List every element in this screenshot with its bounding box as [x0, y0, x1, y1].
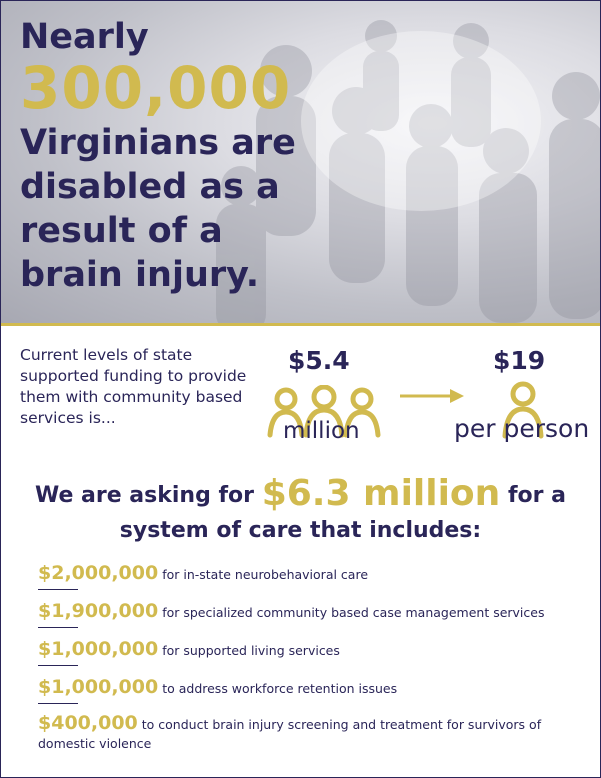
item-divider [38, 665, 78, 666]
per-person-unit: per person [454, 414, 590, 443]
list-item [38, 638, 583, 676]
arrow-right-icon [398, 388, 468, 404]
care-items-list [38, 562, 583, 752]
ask-prefix: We are asking for [34, 483, 255, 508]
list-item [38, 562, 583, 600]
item-amount: $1,900,000 [38, 600, 159, 622]
gold-divider [1, 323, 600, 326]
current-amount: $5.4 [288, 346, 350, 375]
hero-banner [1, 1, 600, 323]
hero-line-4: brain injury. [20, 255, 260, 295]
item-description: to conduct brain injury screening and treatment for survivors of domestic violence [38, 717, 542, 751]
list-item [38, 600, 583, 638]
item-description: for supported living services [162, 643, 340, 658]
list-item [38, 714, 583, 752]
hero-count: 300,000 [20, 54, 292, 122]
item-divider [38, 627, 78, 628]
ask-line-2: system of care that includes: [119, 518, 482, 543]
item-amount: $400,000 [38, 712, 138, 734]
item-description: for in-state neurobehavioral care [162, 567, 369, 582]
ask-amount: $6.3 million [261, 473, 501, 514]
hero-nearly: Nearly [20, 17, 149, 57]
ask-heading [0, 474, 601, 546]
item-description: to address workforce retention issues [162, 681, 398, 696]
current-funding-text: Current levels of state supported funding to provide them with community based services is... [20, 346, 247, 427]
current-unit: million [283, 418, 360, 444]
ask-suffix: for a [507, 483, 567, 508]
list-item [38, 676, 583, 714]
item-amount: $1,000,000 [38, 676, 159, 698]
hero-headline [20, 17, 296, 297]
item-divider [38, 589, 78, 590]
hero-line-3: result of a [20, 211, 223, 251]
item-amount: $2,000,000 [38, 562, 159, 584]
per-person-amount: $19 [493, 346, 546, 375]
hero-line-1: Virginians are [20, 123, 296, 163]
item-divider [38, 703, 78, 704]
item-description: for specialized community based case management services [162, 605, 545, 620]
item-amount: $1,000,000 [38, 638, 159, 660]
hero-line-2: disabled as a [20, 167, 280, 207]
